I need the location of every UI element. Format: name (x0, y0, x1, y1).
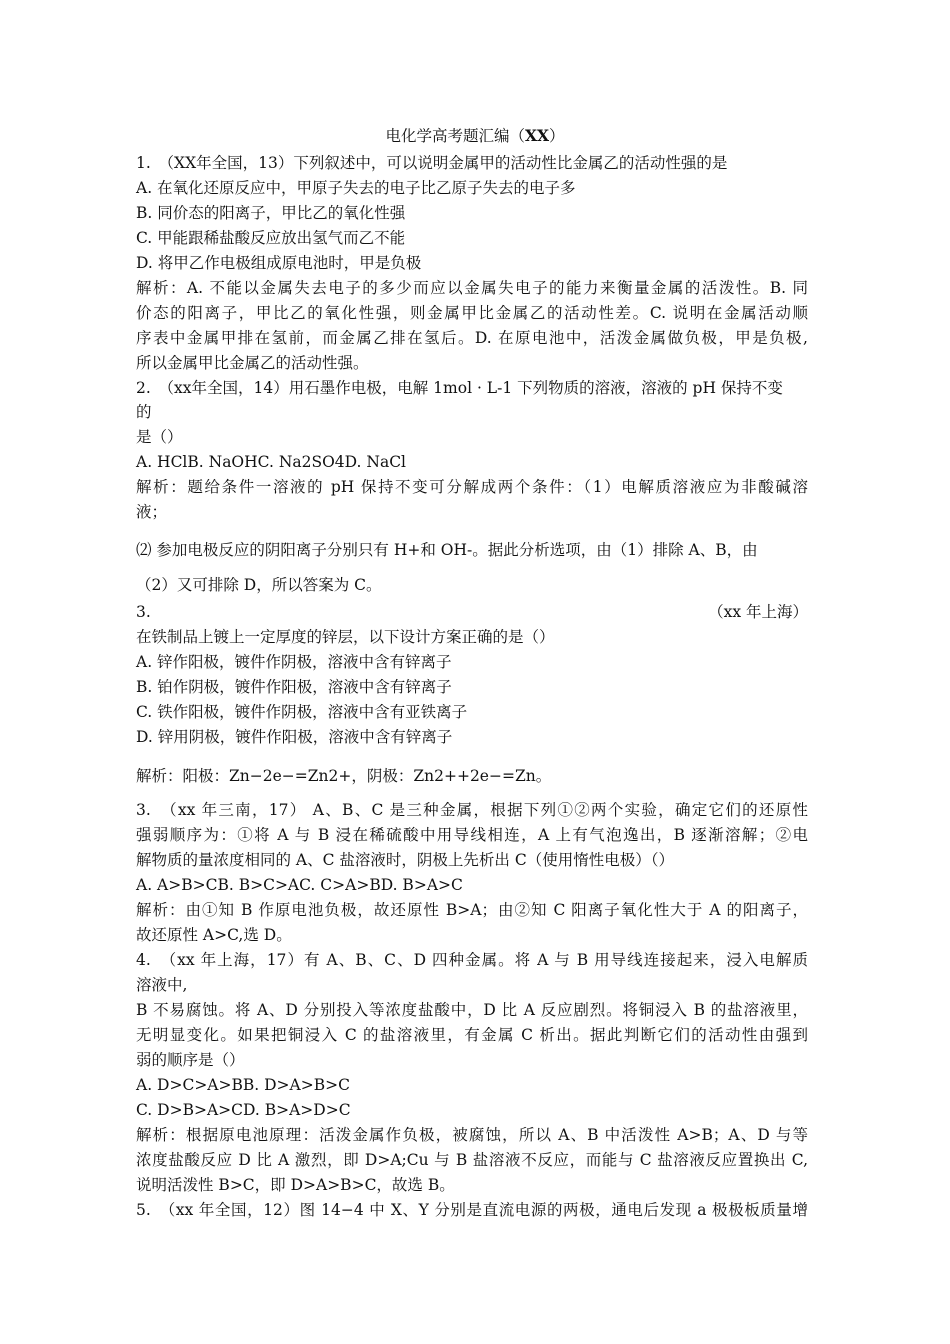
q3b-analysis-line: 故还原性 A>C,选 D。 (136, 926, 292, 944)
q4-options: C. D>B>A>CD. B>A>D>C (136, 1101, 351, 1119)
q4-stem-cont: 无明显变化。如果把铜浸入 C 的盐溶液里，有金属 C 析出。据此判断它们的活动性由强到 (136, 1026, 808, 1044)
q2-analysis-line: （2）又可排除 D，所以答案为 C。 (136, 576, 382, 594)
q3b-analysis-line: 解析：由①知 B 作原电池负极，故还原性 B>A；由②知 C 阳离子氧化性大于 A 的阳离子， (136, 901, 808, 919)
q4-analysis-line: 说明活泼性 B>C，即 D>A>B>C，故选 B。 (136, 1176, 455, 1194)
q3-analysis: 解析：阳极：Zn−2e−=Zn2+，阴极：Zn2++2e−=Zn。 (136, 767, 552, 785)
q4-options: A. D>C>A>BB. D>A>B>C (136, 1076, 350, 1094)
q1-analysis-line: 解析：A. 不能以金属失去电子的多少而应以金属失电子的能力来衡量金属的活泼性。B. 同 (136, 279, 808, 297)
q1-analysis-line: 序表中金属甲排在氢前，而金属乙排在氢后。D. 在原电池中，活泼金属做负极，甲是负极, (136, 329, 808, 347)
q3-number: 3. (136, 603, 151, 621)
q1-option-a: A. 在氧化还原反应中，甲原子失去的电子比乙原子失去的电子多 (136, 179, 576, 197)
q4-analysis-line: 浓度盐酸反应 D 比 A 激烈，即 D>A;Cu 与 B 盐溶液不反应，而能与 C 盐溶液反应置换出 C, (136, 1151, 808, 1169)
q3-stem: 在铁制品上镀上一定厚度的锌层，以下设计方案正确的是（） (136, 628, 555, 646)
q3b-options: A. A>B>CB. B>C>AC. C>A>BD. B>A>C (136, 876, 463, 894)
q2-analysis-line: 液； (136, 503, 168, 521)
q3-option-b: B. 铂作阴极，镀件作阳极，溶液中含有锌离子 (136, 678, 452, 696)
page-title: 电化学高考题汇编（XX） (385, 126, 565, 145)
q2-analysis-line: 解析：题给条件一溶液的 pH 保持不变可分解成两个条件：（1）电解质溶液应为非酸碱溶 (136, 478, 808, 496)
q2-options: A. HClB. NaOHC. Na2SO4D. NaCl (136, 453, 407, 471)
q3b-stem-cont: 解物质的量浓度相同的 A、C 盐溶液时，阴极上先析出 C（使用惰性电极）（） (136, 851, 674, 869)
q3-option-d: D. 锌用阴极，镀件作阳极，溶液中含有锌离子 (136, 728, 453, 746)
q3b-stem-cont: 强弱顺序为：①将 A 与 B 浸在稀硫酸中用导线相连，A 上有气泡逸出，B 逐渐溶解；②电 (136, 826, 808, 844)
q3-option-c: C. 铁作阳极，镀件作阴极，溶液中含有亚铁离子 (136, 703, 468, 721)
q4-stem-cont: B 不易腐蚀。将 A、D 分别投入等浓度盐酸中，D 比 A 反应剧烈。将铜浸入 B 的盐溶液里， (136, 1001, 808, 1019)
q3-source: （xx 年上海） (708, 603, 808, 621)
q2-stem: 2. （xx年全国，14）用石墨作电极，电解 1mol · L-1 下列物质的溶液，溶液的 pH 保持不变 (136, 379, 783, 397)
q1-option-d: D. 将甲乙作电极组成原电池时，甲是负极 (136, 254, 422, 272)
q1-analysis-line: 价态的阳离子，甲比乙的氧化性强，则金属甲比金属乙的活动性差。C. 说明在金属活动顺 (136, 304, 808, 322)
q1-analysis-line: 所以金属甲比金属乙的活动性强。 (136, 354, 369, 372)
q4-analysis-line: 解析：根据原电池原理：活泼金属作负极，被腐蚀，所以 A、B 中活泼性 A>B；A、D 与等 (136, 1126, 808, 1144)
q5-stem: 5. （xx 年全国，12）图 14−4 中 X、Y 分别是直流电源的两极，通电后发现 a 极极板质量增 (136, 1201, 808, 1219)
q3-option-a: A. 锌作阳极，镀件作阴极，溶液中含有锌离子 (136, 653, 452, 671)
q3b-stem: 3. （xx 年三南，17） A、B、C 是三种金属，根据下列①②两个实验，确定它们的还原性 (136, 801, 808, 819)
q2-analysis-line: ⑵ 参加电极反应的阴阳离子分别只有 H+和 OH-。据此分析选项，由（1）排除 A、B，由 (136, 541, 758, 559)
q4-stem-cont: 溶液中, (136, 976, 188, 994)
q1-stem: 1. （XX年全国，13）下列叙述中，可以说明金属甲的活动性比金属乙的活动性强的是 (136, 154, 728, 172)
q4-stem: 4. （xx 年上海，17）有 A、B、C、D 四种金属。将 A 与 B 用导线连接起来，浸入电解质 (136, 951, 808, 969)
q1-option-c: C. 甲能跟稀盐酸反应放出氢气而乙不能 (136, 229, 406, 247)
q1-option-b: B. 同价态的阳离子，甲比乙的氧化性强 (136, 204, 406, 222)
q4-stem-cont: 弱的顺序是（） (136, 1051, 245, 1069)
q2-stem-cont: 是（） (136, 428, 183, 446)
q2-stem-cont: 的 (136, 403, 152, 421)
